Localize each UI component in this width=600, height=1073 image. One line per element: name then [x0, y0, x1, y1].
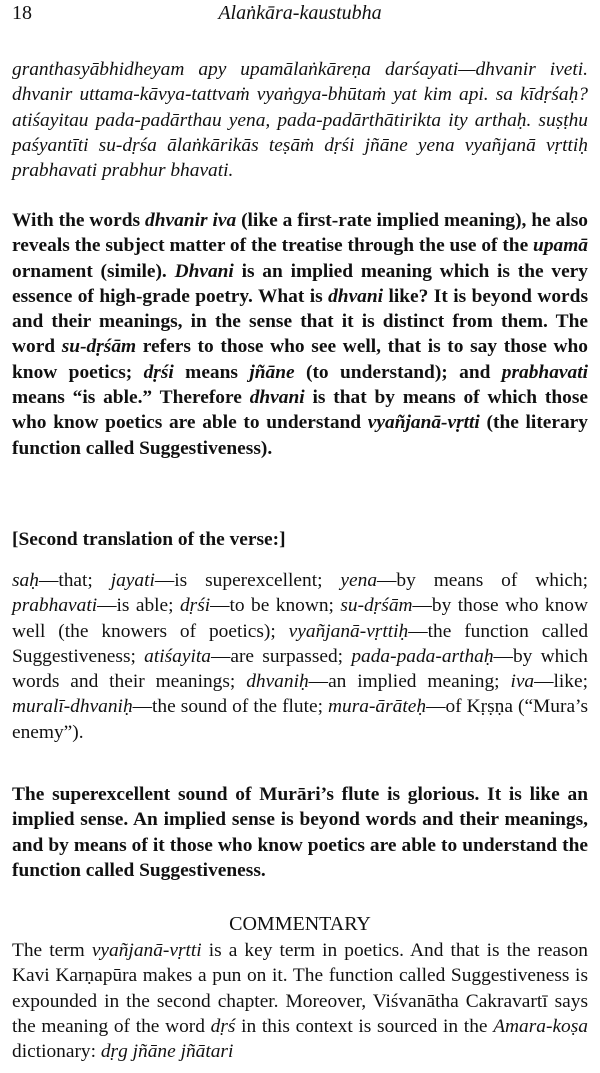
- section-heading-second-translation-heading: [12, 527, 588, 552]
- italic-term: dṛg jñāne jñātari: [100, 1041, 234, 1063]
- text-run: means: [173, 361, 250, 383]
- text-run: granthasyābhidheyam apy upamālaṅkāreṇa darśayati—dhvanir iveti. dhvanir uttama-kāvya-tattvaṁ vyaṅgya-bhūtaṁ yat kim api. sa kīdṛśaḥ? atiśayitau pada-padārthau yena, pada-padārthātirikta ity arthaḥ. suṣṭhu paśyantīti su-dṛśa ālaṅkārikās teṣāṁ dṛśi jñāne yena vyañjanā vṛttiḥ prabhavati prabhur bhavati.: [12, 59, 588, 182]
- italic-term: dhvanir iva: [145, 210, 237, 231]
- text-run: —by means of which;: [377, 570, 589, 591]
- italic-term: saḥ: [12, 570, 39, 591]
- text-run: [Second translation of the verse:]: [12, 529, 286, 550]
- text-run: —is superexcellent;: [154, 570, 341, 591]
- italic-term: prabhavati: [12, 595, 98, 617]
- text-run: (like a first-rate implied meaning), he also reveals the subject matter of the treatise through the use of the: [12, 210, 588, 257]
- italic-term: su-dṛśām: [61, 336, 137, 358]
- text-run: The term: [12, 940, 92, 961]
- italic-term: dṛś: [210, 1015, 236, 1037]
- text-run: —an implied meaning;: [308, 671, 511, 693]
- text-run: —the sound of the flute;: [132, 696, 329, 718]
- running-header: [12, 2, 588, 28]
- italic-term: prabhavati: [501, 361, 588, 383]
- text-run: is an implied meaning which is the very essence of high-grade poetry. What is: [12, 260, 588, 307]
- italic-term: jayati: [110, 570, 155, 591]
- text-run: ornament (simile).: [12, 260, 175, 282]
- text-run: With the words: [12, 210, 145, 231]
- text-run: like? It is beyond words and their meanings, in the sense that it is distinct from them. The word: [12, 285, 588, 358]
- paragraph-translation-2: [12, 782, 588, 883]
- text-run: —that;: [38, 570, 111, 591]
- paragraph-translation-1: [12, 208, 588, 461]
- paragraph-word-for-word: [12, 568, 588, 745]
- italic-term: dṛśi: [179, 595, 211, 617]
- text-run: —of Kṛṣṇa (“Mura’s enemy”).: [12, 696, 588, 743]
- italic-term: pada-pada-arthaḥ: [351, 645, 494, 667]
- italic-term: mura-ārāteḥ: [328, 696, 427, 718]
- italic-term: muralī-dhvaniḥ: [12, 696, 133, 718]
- italic-term: Amara-koṣa: [493, 1015, 588, 1037]
- text-run: is a key term in poetics. And that is the reason Kavi Karṇapūra makes a pun on it. The function called Suggestiveness is expounded in the second chapter. Moreover, Viśvanātha Cakravartī says the meaning of the word: [12, 940, 588, 1037]
- text-run: —to be known;: [210, 595, 341, 617]
- paragraph-commentary-body: [12, 938, 588, 1064]
- text-run: —are surpassed;: [210, 645, 352, 667]
- italic-term: su-dṛśām: [340, 595, 413, 617]
- italic-term: upamā: [533, 235, 588, 257]
- text-run: dictionary:: [12, 1041, 101, 1063]
- text-run: —by those who know well (the knowers of poetics);: [12, 595, 588, 642]
- italic-term: jñāne: [249, 361, 295, 383]
- text-run: —by which words and their meanings;: [12, 645, 588, 693]
- text-run: refers to those who see well, that is to say those who know poetics;: [12, 336, 588, 383]
- running-title: Alaṅkāra-kaustubha: [218, 2, 382, 24]
- text-run: The superexcellent sound of Murāri’s flute is glorious. It is like an implied sense. An implied sense is beyond words and their meanings, and by means of it those who know poetics are able to understand the function called Suggestiveness.: [12, 784, 588, 881]
- italic-term: dṛśi: [143, 361, 174, 383]
- text-run: means “is able.” Therefore: [12, 387, 250, 409]
- text-run: is that by means of which those who know poetics are able to understand: [12, 387, 588, 434]
- italic-term: iva: [510, 671, 535, 693]
- italic-term: atiśayita: [144, 645, 211, 667]
- text-run: —is able;: [97, 595, 180, 617]
- italic-term: dhvaniḥ: [246, 671, 309, 693]
- text-run: —the function called Suggestiveness;: [12, 620, 589, 667]
- italic-term: vyañjanā-vṛtti: [91, 940, 202, 961]
- italic-term: Dhvani: [174, 260, 234, 282]
- italic-term: vyañjanā-vṛttiḥ: [288, 620, 409, 642]
- italic-term: yena: [340, 570, 378, 591]
- italic-term: dhvani: [328, 285, 384, 307]
- text-run: COMMENTARY: [229, 913, 371, 935]
- section-heading-commentary-heading: [12, 912, 588, 937]
- text-run: —like;: [534, 671, 588, 693]
- paragraph-sanskrit-commentary: [12, 57, 588, 183]
- text-run: (the literary function called Suggestiveness).: [12, 412, 588, 459]
- text-run: in this context is sourced in the: [235, 1015, 494, 1037]
- italic-term: vyañjanā-vṛtti: [367, 412, 480, 434]
- page-number: 18: [12, 2, 32, 24]
- italic-term: dhvani: [249, 387, 305, 409]
- text-run: (to understand); and: [294, 361, 502, 383]
